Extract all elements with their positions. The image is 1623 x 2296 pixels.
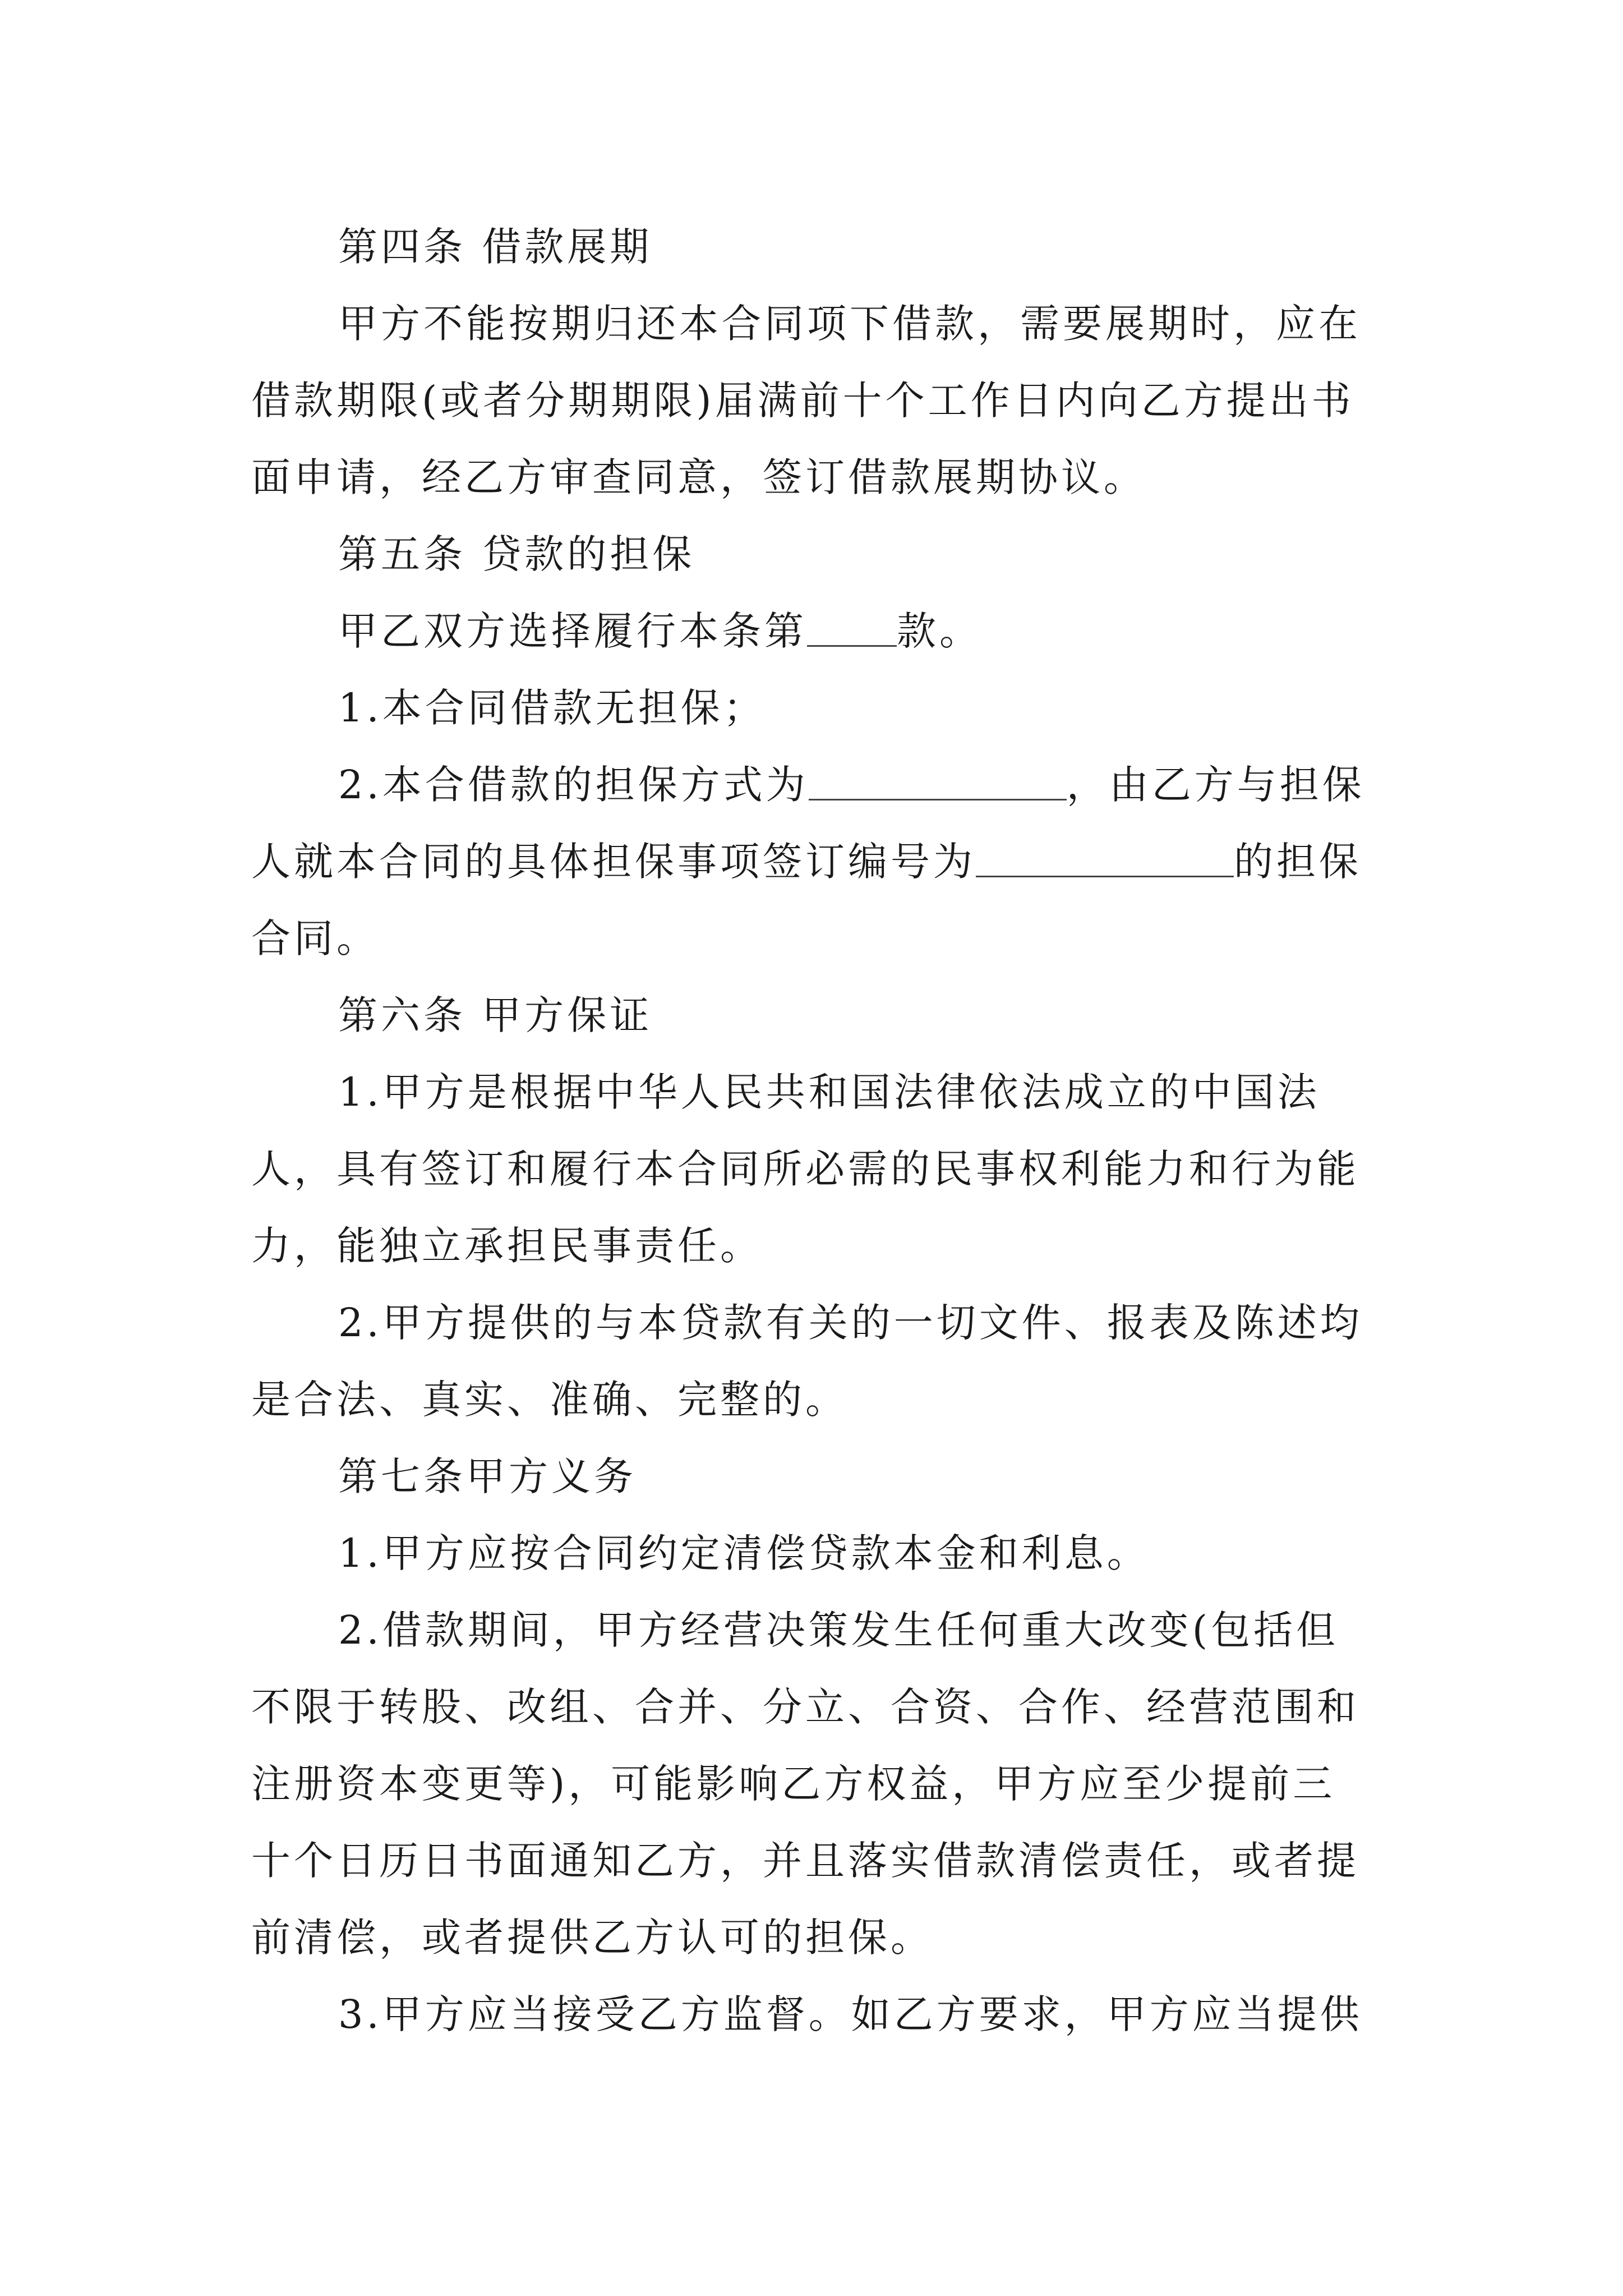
paragraph-line: 3.甲方应当接受乙方监督。如乙方要求，甲方应当提供 (338, 1991, 1363, 2037)
text-segment: 甲乙双方选择履行本条第 (338, 608, 807, 654)
fill-blank[interactable] (807, 611, 897, 647)
paragraph-line: 甲方不能按期归还本合同项下借款，需要展期时，应在 (338, 301, 1361, 347)
paragraph-line: 十个日历日书面通知乙方，并且落实借款清偿责任，或者提 (251, 1838, 1359, 1884)
text-segment: 的担保 (1234, 839, 1362, 885)
article-4-heading: 第四条 借款展期 (338, 224, 653, 270)
paragraph-line: 2.甲方提供的与本贷款有关的一切文件、报表及陈述均 (338, 1300, 1363, 1346)
paragraph-line: 1.本合同借款无担保； (338, 685, 766, 731)
paragraph-line: 是合法、真实、准确、完整的。 (251, 1377, 848, 1423)
paragraph-line: 注册资本变更等)，可能影响乙方权益，甲方应至少提前三 (251, 1761, 1336, 1807)
article-5-heading: 第五条 贷款的担保 (338, 531, 695, 577)
article-6-heading: 第六条 甲方保证 (338, 992, 653, 1038)
text-segment: 款。 (897, 608, 982, 654)
paragraph-line: 1.甲方应按合同约定清偿贷款本金和利息。 (338, 1530, 1150, 1576)
paragraph-line: 面申请，经乙方审查同意，签订借款展期协议。 (251, 454, 1146, 500)
paragraph-line (251, 593, 1390, 670)
document-page (251, 209, 1390, 2053)
text-segment: 2.本合借款的担保方式为 (338, 762, 809, 808)
paragraph-line: 合同。 (251, 915, 379, 961)
paragraph-line: 不限于转股、改组、合并、分立、合资、合作、经营范围和 (251, 1684, 1359, 1730)
fill-blank[interactable] (809, 765, 1067, 800)
paragraph-line (251, 747, 1390, 823)
paragraph-line: 力，能独立承担民事责任。 (251, 1223, 763, 1269)
fill-blank[interactable] (976, 842, 1234, 877)
paragraph-line: 借款期限(或者分期期限)届满前十个工作日内向乙方提出书 (251, 378, 1354, 424)
text-segment: 人就本合同的具体担保事项签订编号为 (251, 839, 976, 885)
paragraph-line: 人，具有签订和履行本合同所必需的民事权利能力和行为能 (251, 1146, 1359, 1192)
paragraph-line (251, 823, 1390, 900)
paragraph-line: 1.甲方是根据中华人民共和国法律依法成立的中国法 (338, 1069, 1320, 1115)
paragraph-line: 前清偿，或者提供乙方认可的担保。 (251, 1915, 933, 1961)
article-7-heading: 第七条甲方义务 (338, 1453, 637, 1499)
paragraph-line: 2.借款期间，甲方经营决策发生任何重大改变(包括但 (338, 1607, 1339, 1653)
text-segment: ，由乙方与担保 (1066, 762, 1365, 808)
